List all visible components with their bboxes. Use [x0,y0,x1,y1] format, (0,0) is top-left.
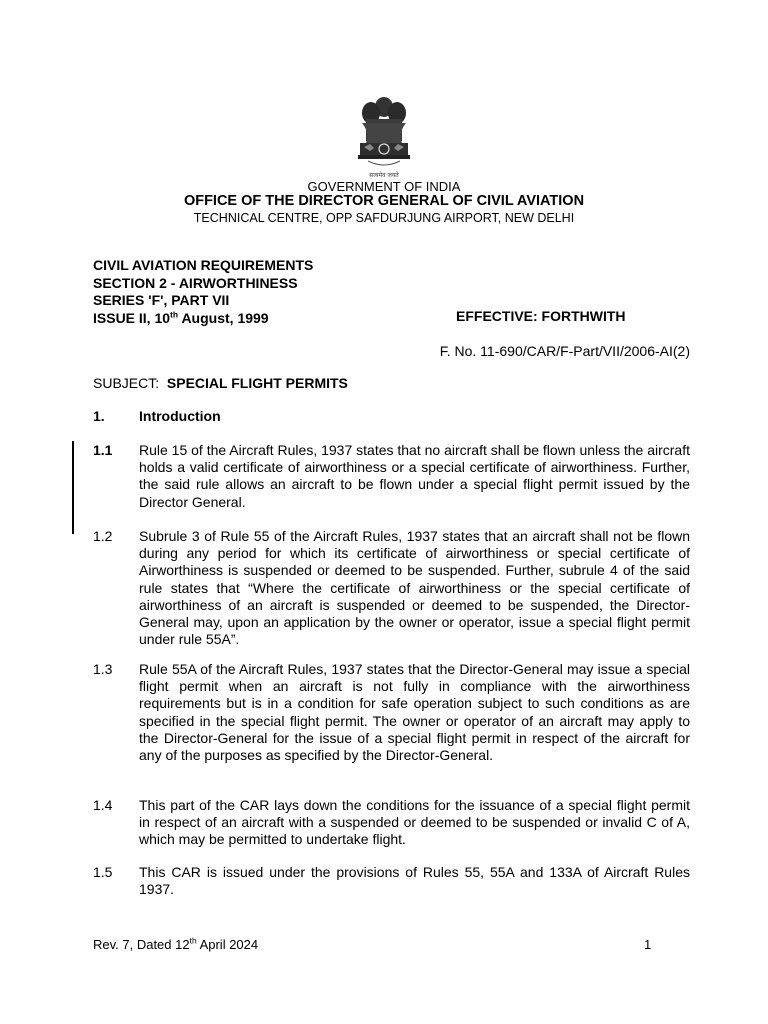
car-identification-block [93,257,313,327]
file-number: F. No. 11-690/CAR/F-Part/VII/2006-AI(2) [439,343,690,359]
government-label: GOVERNMENT OF INDIA [307,179,461,194]
subject-title: SPECIAL FLIGHT PERMITS [166,375,348,391]
subject-label: SUBJECT: [93,375,160,391]
revision-footer: Rev. 7, Dated 12th April 2024 [93,935,259,952]
paragraph-number: 1.4 [93,797,113,813]
emblem-motto: सत्यमेव जयते [369,172,399,179]
paragraph-1-2 [93,528,690,648]
paragraph-text: Rule 55A of the Aircraft Rules, 1937 states that the Director-General may issue a special flight permit when an aircraft is not fully in compliance with the airworthiness requirements but is in a condition for safe operation subject to such conditions as are specified in the special flight permit. The owner or operator of an aircraft may apply to the Director-General for the issue of a special flight permit in respect of the aircraft for any of the purposes as specified by the Director-General. [139,661,690,764]
paragraph-1-3 [93,661,690,764]
car-title: CIVIL AVIATION REQUIREMENTS [93,257,314,273]
section-number: 1. [93,408,105,424]
car-section: SECTION 2 - AIRWORTHINESS [93,274,298,291]
effective-date: EFFECTIVE: FORTHWITH [456,308,626,324]
subject-line [93,375,348,391]
paragraph-number: 1.1 [93,442,113,458]
section-title: Introduction [139,408,221,424]
technical-centre-address: TECHNICAL CENTRE, OPP SAFDURJUNG AIRPORT, NEW DELHI [193,211,575,225]
revision-change-bar [72,441,74,534]
national-emblem-logo [350,93,418,179]
paragraph-1-5 [93,864,690,898]
paragraph-1-1 [93,442,690,511]
paragraph-number: 1.3 [93,661,113,677]
car-series: SERIES 'F', PART VII [93,292,230,308]
paragraph-text: This part of the CAR lays down the conditions for the issuance of a special flight permit in respect of an aircraft with a suspended or deemed to be suspended or invalid C of A, which may be permitted to undertake flight. [139,797,690,848]
paragraph-text: Rule 15 of the Aircraft Rules, 1937 states that no aircraft shall be flown unless the aircraft holds a valid certificate of airworthiness or a special certificate of airworthiness. Further, the said rule allows an aircraft to be flown under a special flight permit issued by the Director General. [139,442,690,510]
paragraph-text: This CAR is issued under the provisions of Rules 55, 55A and 133A of Aircraft Rules 1937. [139,864,690,898]
paragraph-number: 1.5 [93,864,113,880]
office-title: OFFICE OF THE DIRECTOR GENERAL OF CIVIL AVIATION [183,193,585,209]
car-issue: ISSUE II, 10th August, 1999 [93,308,269,326]
paragraph-number: 1.2 [93,528,113,544]
section-heading [93,408,221,424]
page-number: 1 [644,937,652,952]
paragraph-1-4 [93,797,690,849]
paragraph-text: Subrule 3 of Rule 55 of the Aircraft Rules, 1937 states that an aircraft shall not be flown during any period for which its certificate of airworthiness or special certificate of Airworthiness is suspended or deemed to be suspended. Further, subrule 4 of the said rule states that “Where the certificate of airworthiness or the special certificate of airworthiness of an aircraft is suspended or deemed to be suspended, the Director-General may, upon an application by the owner or operator, issue a special flight permit under rule 55A”. [139,528,690,648]
